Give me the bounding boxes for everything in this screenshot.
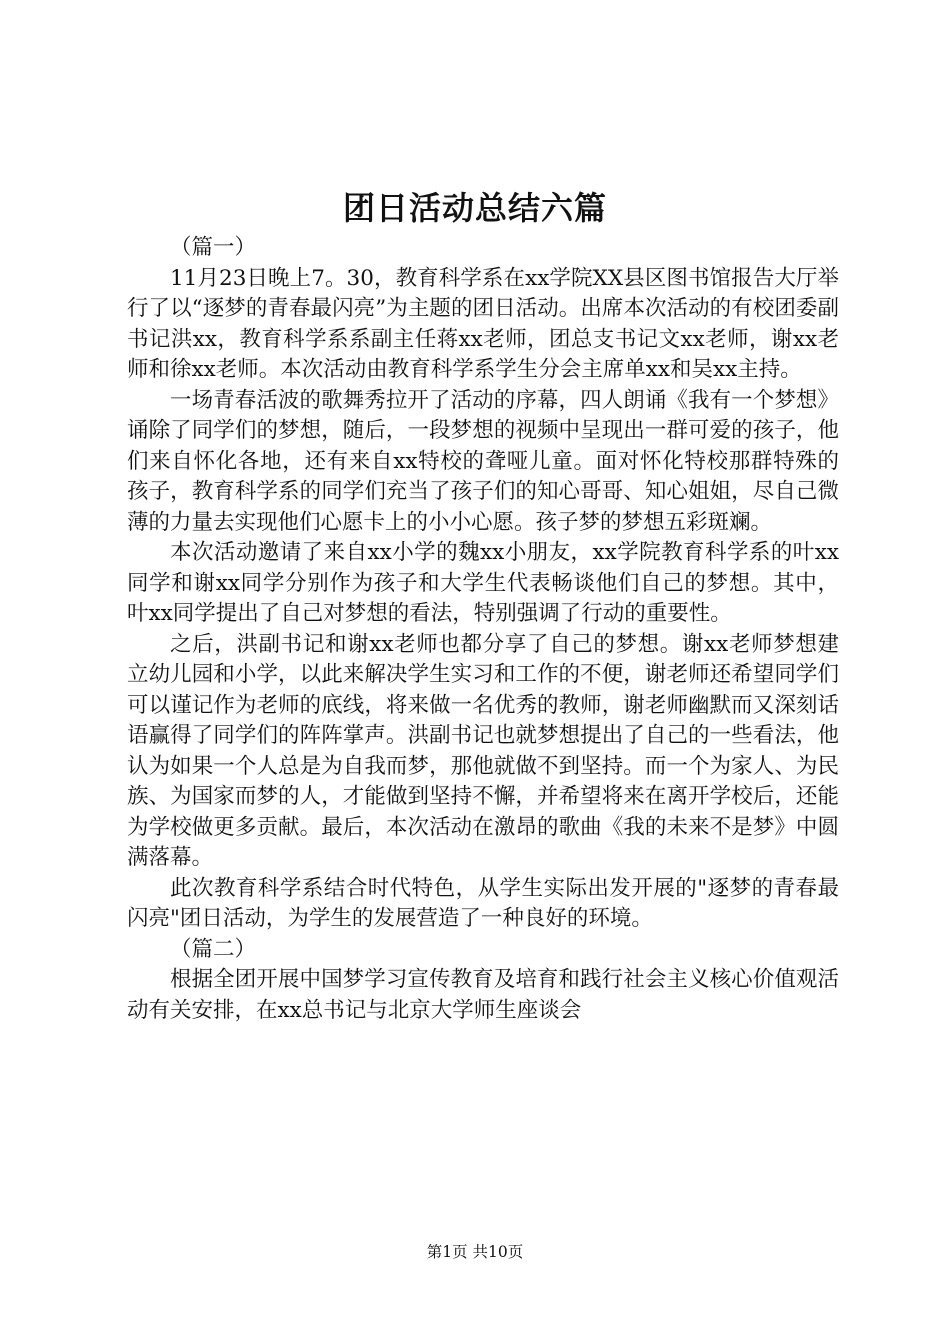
paragraph: 一场青春活波的歌舞秀拉开了活动的序幕，四人朗诵《我有一个梦想》诵除了同学们的梦想，随后，一段梦想的视频中呈现出一群可爱的孩子，他们来自怀化各地，还有来自xx特校的聋哑儿童。面对怀化特校那群特殊的孩子，教育科学系的同学们充当了孩子们的知心哥哥、知心姐姐，尽自己微薄的力量去实现他们心愿卡上的小小心愿。孩子梦的梦想五彩斑斓。	[127, 387, 839, 535]
section-heading-1: （篇一）	[170, 235, 257, 260]
document-title: 团日活动总结六篇	[342, 189, 607, 227]
paragraph: 根据全团开展中国梦学习宣传教育及培育和践行社会主义核心价值观活动有关安排，在xx总书记与北京大学师生座谈会	[127, 967, 839, 1023]
paragraph: 之后，洪副书记和谢xx老师也都分享了自己的梦想。谢xx老师梦想建立幼儿园和小学，以此来解决学生实习和工作的不便，谢老师还希望同学们可以谨记作为老师的底线，将来做一名优秀的教师，谢老师幽默而又深刻话语赢得了同学们的阵阵掌声。洪副书记也就梦想提出了自己的一些看法，他认为如果一个人总是为自我而梦，那他就做不到坚持。而一个为家人、为民族、为国家而梦的人，才能做到坚持不懈，并希望将来在离开学校后，还能为学校做更多贡献。最后，本次活动在激昂的歌曲《我的未来不是梦》中圆满落幕。	[127, 631, 839, 870]
section-heading-2: （篇二）	[170, 936, 257, 962]
document-body	[127, 233, 839, 1026]
paragraph: 此次教育科学系结合时代特色，从学生实际出发开展的"逐梦的青春最闪亮"团日活动，为学生的发展营造了一种良好的环境。	[127, 875, 839, 931]
paragraph: 本次活动邀请了来自xx小学的魏xx小朋友，xx学院教育科学系的叶xx同学和谢xx同学分别作为孩子和大学生代表畅谈他们自己的梦想。其中，叶xx同学提出了自己对梦想的看法，特别强调了行动的重要性。	[127, 540, 839, 626]
page-footer: 第1页 共10页	[426, 1243, 524, 1261]
paragraph: 11月23日晚上7。30，教育科学系在xx学院XX县区图书馆报告大厅举行了以“逐梦的青春最闪亮”为主题的团日活动。出席本次活动的有校团委副书记洪xx，教育科学系系副主任蒋xx老师，团总支书记文xx老师，谢xx老师和徐xx老师。本次活动由教育科学系学生分会主席单xx和吴xx主持。	[127, 265, 839, 382]
